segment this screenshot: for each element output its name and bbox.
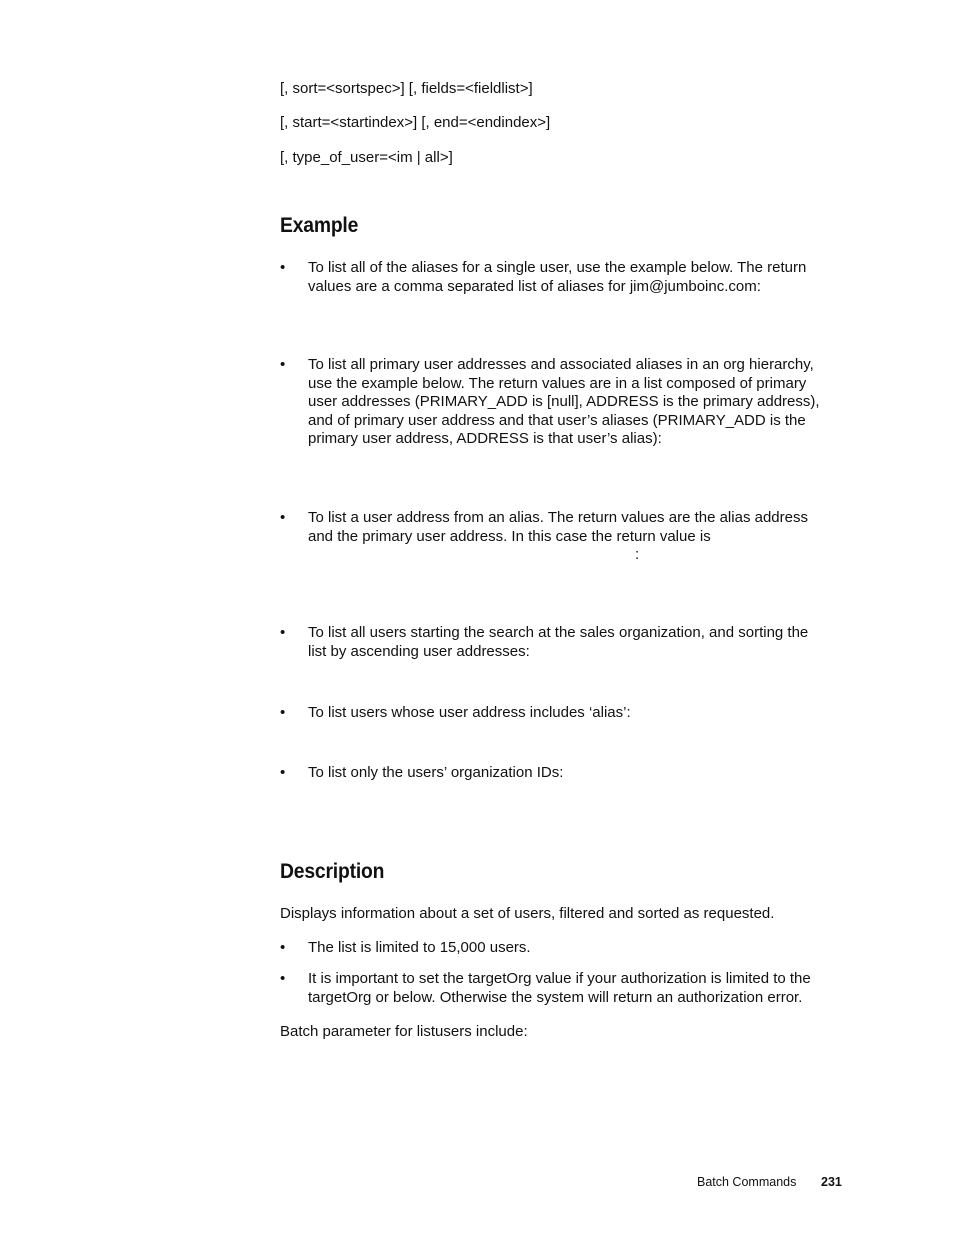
bullet-text-line: use the example below. The return values are in a list composed of primary [308,374,807,392]
bullet-text-line: and the primary user address. In this case the return value is [308,527,711,545]
bullet-text-line: user addresses (PRIMARY_ADD is [null], ADDRESS is the primary address), [308,393,820,410]
bullet-text-line: and of primary user address and that user’s aliases (PRIMARY_ADD is the [308,411,806,429]
syntax-line-start-end: [, start=<startindex>] [, end=<endindex>] [280,114,551,131]
example-heading: Example [280,214,359,237]
bullet-text-line: list by ascending user addresses: [308,642,530,660]
bullet-text-line: primary user address, ADDRESS is that user’s alias): [308,430,662,447]
bullet-text-line: targetOrg or below. Otherwise the system will return an authorization error. [308,988,803,1006]
description-intro: Displays information about a set of users, filtered and sorted as requested. [280,905,775,922]
bullet-text-line: To list all users starting the search at the sales organization, and sorting the [308,624,809,641]
bullet-icon: • [280,764,286,781]
bullet-text-line: To list all primary user addresses and associated aliases in an org hierarchy, [308,356,814,373]
bullet-icon: • [280,509,286,526]
syntax-line-type-of-user: [, type_of_user=<im | all>] [280,149,453,166]
bullet-icon: • [280,624,286,641]
bullet-text-line: The list is limited to 15,000 users. [308,939,531,956]
bullet-text-line: It is important to set the targetOrg value if your authorization is limited to the [308,970,811,987]
footer-section-title: Batch Commands [697,1175,797,1189]
bullet-icon: • [280,259,286,276]
bullet-icon: • [280,704,286,721]
bullet-text-line: To list only the users’ organization IDs: [308,764,564,781]
bullet-text-line: To list a user address from an alias. The return values are the alias address [308,509,808,526]
syntax-line-sort-fields: [, sort=<sortspec>] [, fields=<fieldlist>] [280,80,533,97]
description-outro: Batch parameter for listusers include: [280,1023,528,1040]
bullet-icon: • [280,939,286,956]
bullet-text-line: To list all of the aliases for a single user, use the example below. The return [308,259,807,276]
bullet-icon: • [280,970,286,987]
page-number: 231 [821,1175,842,1189]
bullet-text-line: To list users whose user address includes ‘alias’: [308,704,631,721]
bullet-trailing-colon: : [635,546,640,563]
bullet-icon: • [280,356,286,373]
description-heading: Description [280,860,385,883]
bullet-text-line: values are a comma separated list of aliases for jim@jumboinc.com: [308,277,761,295]
